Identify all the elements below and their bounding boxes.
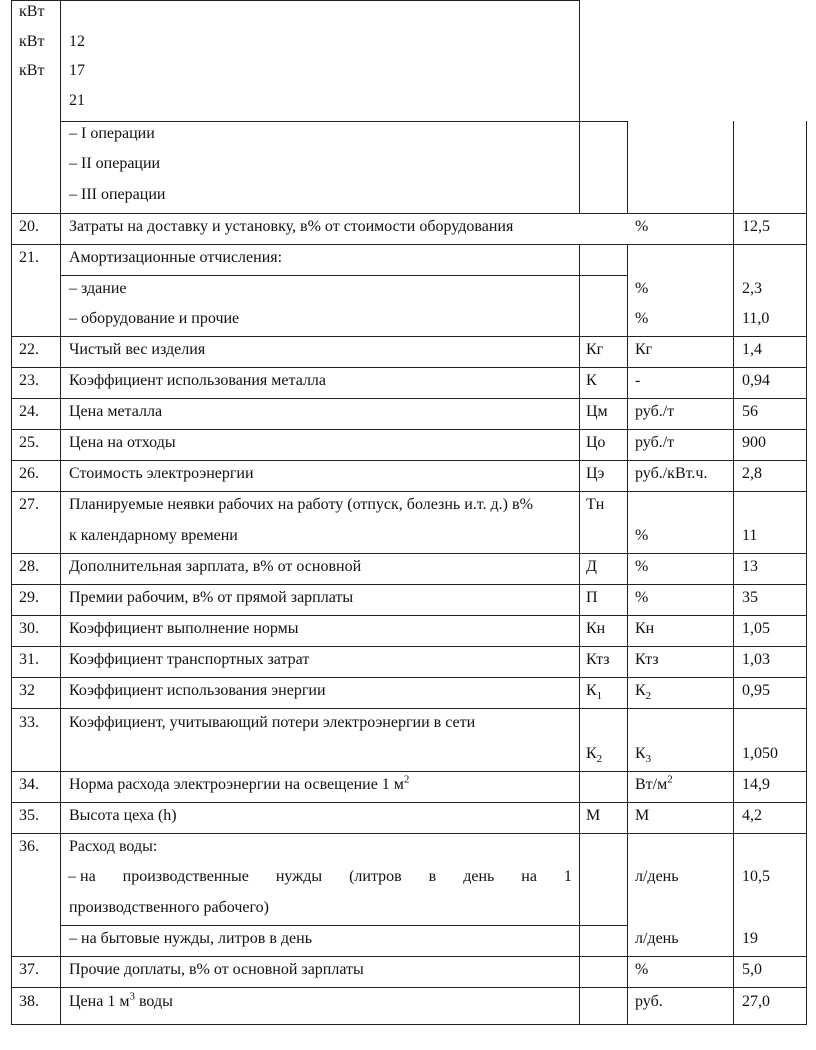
row-number: 23. <box>19 372 39 389</box>
row-value: 27,0 <box>742 993 770 1010</box>
row-name: Планируемые неявки рабочих на работу (отпуск, болезнь и.т. д.) в% <box>69 496 533 513</box>
row-value: 10,5 <box>742 868 770 885</box>
row-value: 1,4 <box>742 341 762 358</box>
row-value: 11 <box>742 527 758 544</box>
row-value: 4,2 <box>742 807 762 824</box>
row-subitem: – оборудование и прочие <box>69 310 240 327</box>
row-number: 35. <box>19 807 39 824</box>
row-number: 24. <box>19 403 39 420</box>
power-value: 12 <box>69 33 85 50</box>
row-symbol: К <box>586 372 597 389</box>
row-unit: % <box>635 589 649 606</box>
row-value: 2,3 <box>742 280 762 297</box>
unit-label: кВт <box>19 62 45 79</box>
row-number: 30. <box>19 620 39 637</box>
row-symbol: $К_1$ <box>586 682 603 703</box>
row-value: 56 <box>742 403 758 420</box>
row-symbol: Цм <box>586 403 608 420</box>
row-number: 36. <box>19 838 39 855</box>
row-subitem: – на бытовые нужды, литров в день <box>69 930 312 947</box>
row-number: 32 <box>19 682 35 699</box>
row-number: 21. <box>19 249 39 266</box>
row-name: Цена 1 $м^3$ воды <box>69 990 173 1010</box>
row-unit: руб. <box>635 993 663 1010</box>
row-symbol: Тн <box>586 496 605 513</box>
row-number: 38. <box>19 993 39 1010</box>
row-symbol: Д <box>586 558 597 575</box>
row-unit: % <box>635 527 649 544</box>
row-name-justified-line: – на производственные нужды (литров в день на 1 <box>68 868 572 885</box>
row-value: 900 <box>742 434 766 451</box>
row-name: Чистый вес изделия <box>69 341 206 358</box>
row-unit: руб./т <box>635 403 675 420</box>
row-name-continued: к календарному времени <box>69 527 238 544</box>
row-value: 14,9 <box>742 776 770 793</box>
row-name: Премии рабочим, в% от прямой зарплаты <box>69 589 354 606</box>
row-unit: Ктз <box>635 651 659 668</box>
row-number: 37. <box>19 961 39 978</box>
row-number: 26. <box>19 465 39 482</box>
row-value: 2,8 <box>742 465 762 482</box>
row-number: 31. <box>19 651 39 668</box>
row-value: 1,05 <box>742 620 770 637</box>
row-symbol: Кн <box>586 620 606 637</box>
row-name: Норма расхода электроэнергии на освещение 1 $м^2$ <box>69 773 410 793</box>
row-number: 22. <box>19 341 39 358</box>
row-unit: л/день <box>635 930 679 947</box>
row-number: 29. <box>19 589 39 606</box>
row-name: Цена на отходы <box>69 434 176 451</box>
row-unit: % <box>635 961 649 978</box>
row-name: Цена металла <box>69 403 163 420</box>
row-symbol: Кг <box>586 341 604 358</box>
row-value: 19 <box>742 930 758 947</box>
row-symbol: Ктз <box>586 651 610 668</box>
row-unit: % <box>635 558 649 575</box>
row-unit: $Вт/м^2$ <box>635 773 673 793</box>
row-unit: % <box>635 280 649 297</box>
row-symbol: Цо <box>586 434 606 451</box>
row-unit: $К_3$ <box>635 745 652 766</box>
row-symbol: $К_2$ <box>586 745 603 766</box>
row-number: 25. <box>19 434 39 451</box>
power-value: 17 <box>69 62 85 79</box>
row-subitem: – здание <box>69 280 127 297</box>
unit-label: кВт <box>19 3 45 20</box>
row-name: Прочие доплаты, в% от основной зарплаты <box>69 961 364 978</box>
row-name: Коэффициент использования энергии <box>69 682 326 699</box>
row-name: Амортизационные отчисления: <box>69 249 283 266</box>
operation-label: – I операции <box>69 125 155 142</box>
operation-label: – III операции <box>69 186 166 203</box>
row-name: Коэффициент использования металла <box>69 372 327 389</box>
row-unit: % <box>635 310 649 327</box>
row-name: Коэффициент транспортных затрат <box>69 651 310 668</box>
row-value: 1,050 <box>742 745 778 762</box>
row-unit: М <box>635 807 650 824</box>
row-value: 12,5 <box>742 218 770 235</box>
row-symbol: П <box>586 589 598 606</box>
row-name: Стоимость электроэнергии <box>69 465 254 482</box>
row-symbol: М <box>586 807 601 824</box>
row-name: Дополнительная зарплата, в% от основной <box>69 558 362 575</box>
row-number: 28. <box>19 558 39 575</box>
row-unit: руб./кВт.ч. <box>635 465 708 482</box>
row-number: 33. <box>19 714 39 731</box>
row-value: 0,95 <box>742 682 770 699</box>
row-name: Высота цеха (h) <box>69 807 177 824</box>
row-unit: - <box>635 372 641 389</box>
row-number: 20. <box>19 218 39 235</box>
unit-label: кВт <box>19 33 45 50</box>
row-number: 34. <box>19 776 39 793</box>
row-value: 5,0 <box>742 961 762 978</box>
row-unit: Кн <box>635 620 655 637</box>
row-name: Затраты на доставку и установку, в% от стоимости оборудования <box>69 218 514 235</box>
row-value: 11,0 <box>742 310 770 327</box>
row-value: 1,03 <box>742 651 770 668</box>
row-name: Коэффициент, учитывающий потери электроэнергии в сети <box>69 714 476 731</box>
row-unit: л/день <box>635 868 679 885</box>
operation-label: – II операции <box>69 155 161 172</box>
row-number: 27. <box>19 496 39 513</box>
row-value: 35 <box>742 589 758 606</box>
power-value: 21 <box>69 92 85 109</box>
row-name-continued: производственного рабочего) <box>69 899 269 916</box>
row-unit: $К_2$ <box>635 682 652 703</box>
row-value: 0,94 <box>742 372 770 389</box>
row-unit: Кг <box>635 341 653 358</box>
row-unit: % <box>635 218 649 235</box>
row-value: 13 <box>742 558 758 575</box>
row-name: Коэффициент выполнение нормы <box>69 620 299 637</box>
row-symbol: Цэ <box>586 465 605 482</box>
row-unit: руб./т <box>635 434 675 451</box>
row-name: Расход воды: <box>69 838 158 855</box>
